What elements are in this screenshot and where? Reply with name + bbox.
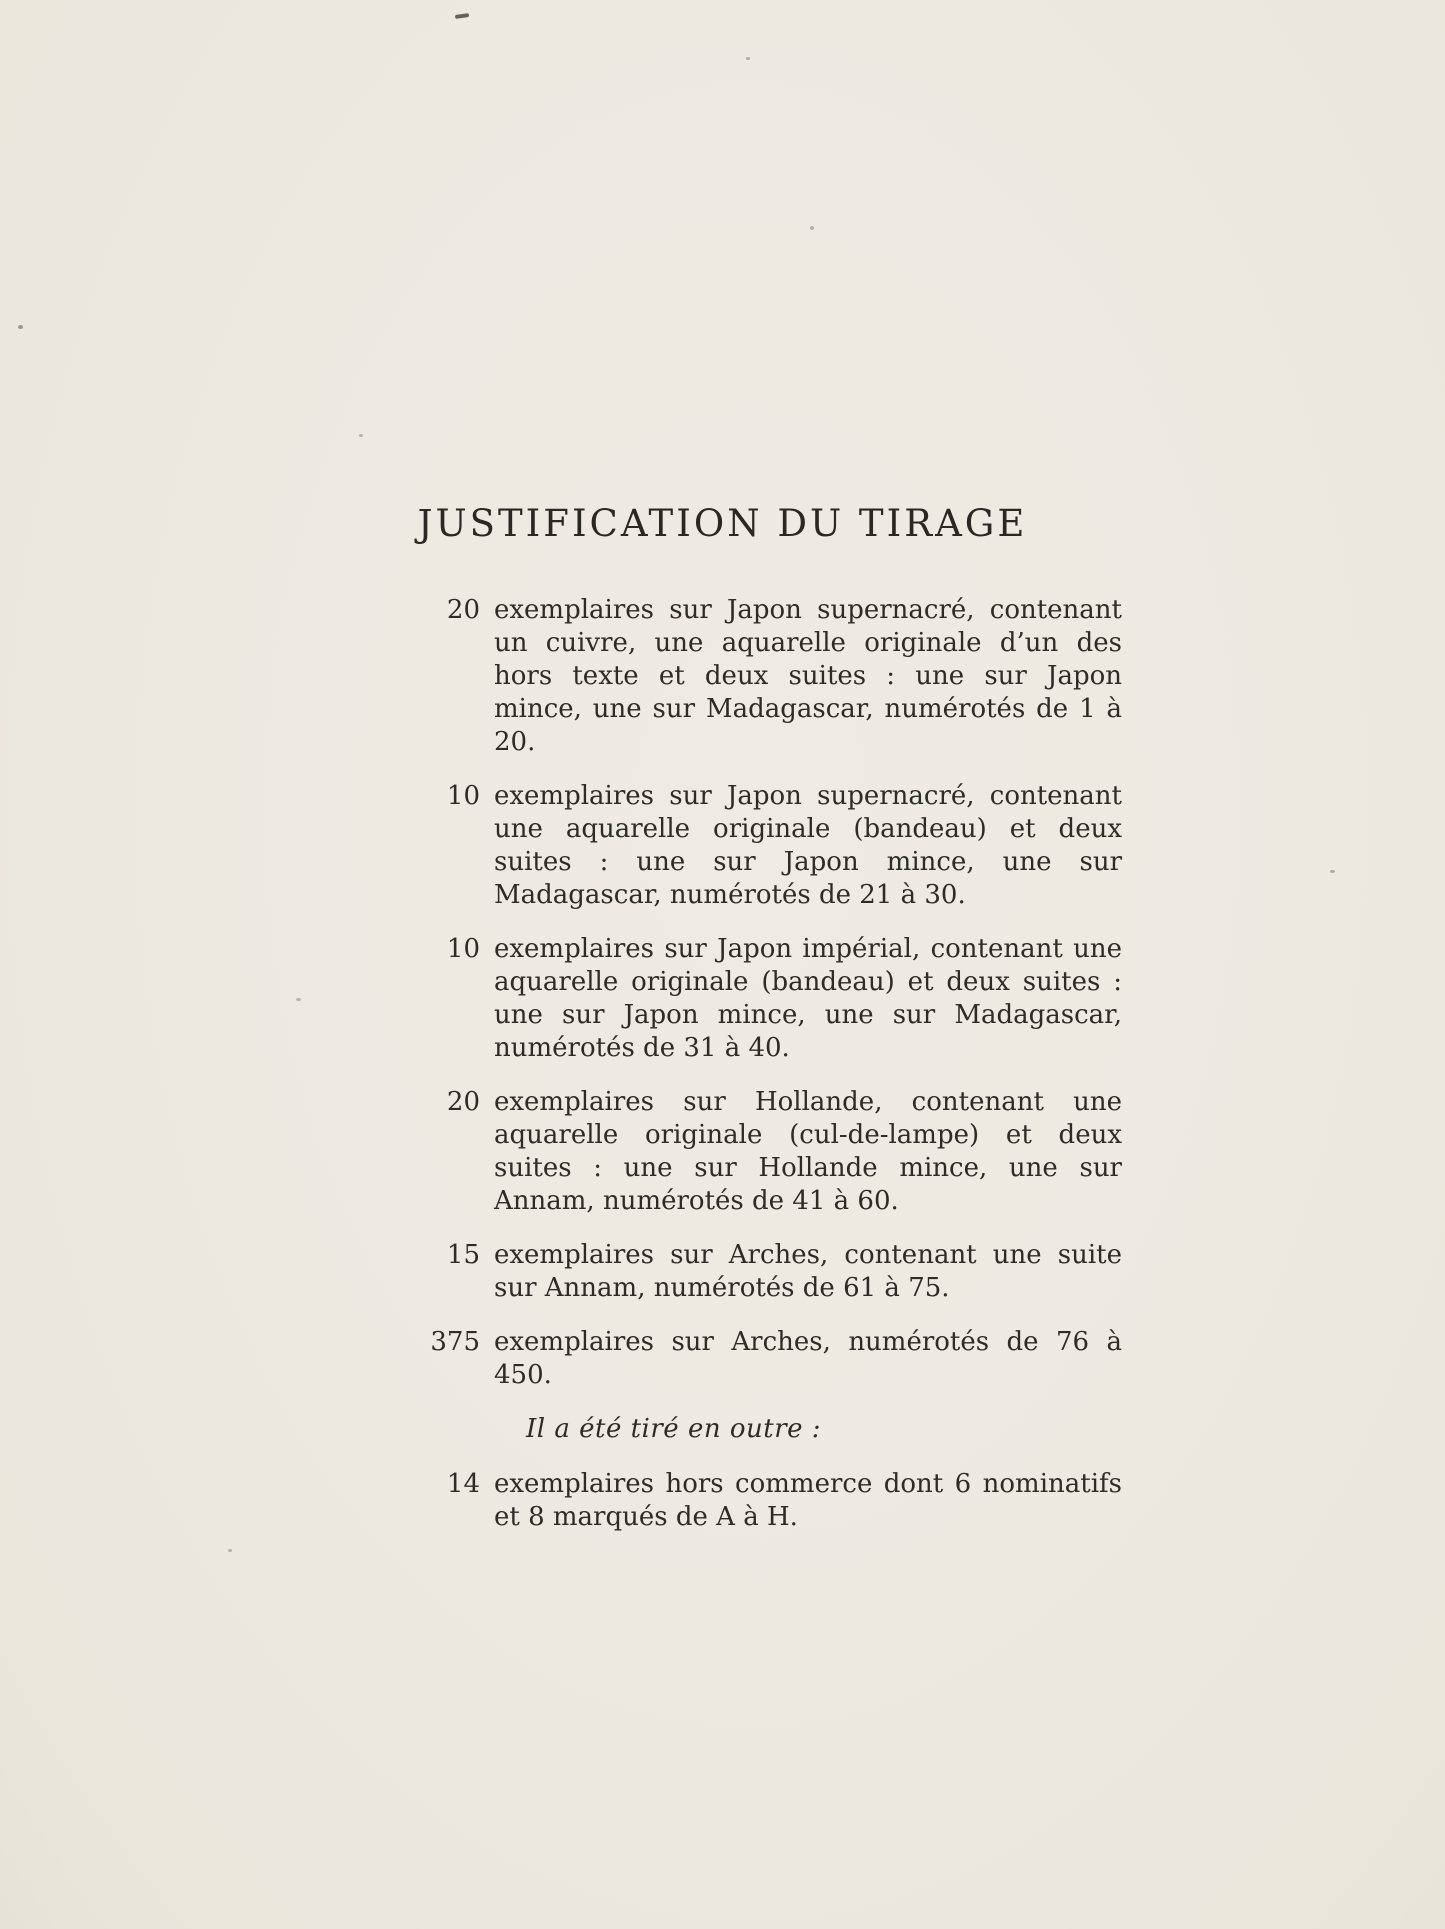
copy-count: 10 (446, 934, 480, 964)
edition-description: exemplaires sur Japon supernacré, contenant une aquarelle originale (bandeau) et deux suites : une sur Japon mince, une sur Madagascar, numérotés de 21 à 30. (494, 781, 1122, 910)
edition-entry (428, 1326, 1122, 1392)
edition-entry (428, 1239, 1122, 1305)
paper-speck (359, 434, 363, 437)
edition-entry (428, 780, 1122, 912)
edition-entry (428, 933, 1122, 1065)
paper-speck (810, 226, 814, 230)
edition-description: exemplaires hors commerce dont 6 nominatifs et 8 marqués de A à H. (494, 1469, 1122, 1532)
interstitial-note: Il a été tiré en outre : (526, 1414, 822, 1444)
colophon-text-block (428, 594, 1122, 1555)
hors-commerce-entry (428, 1468, 1122, 1534)
paper-speck (296, 998, 301, 1001)
copy-count: 14 (446, 1469, 480, 1499)
paper-speck (455, 13, 469, 19)
paper-speck (18, 325, 23, 329)
copy-count: 20 (446, 1087, 480, 1117)
copy-count: 20 (446, 595, 480, 625)
edition-entry (428, 594, 1122, 759)
edition-description: exemplaires sur Japon supernacré, contenant un cuivre, une aquarelle originale d’un des hors texte et deux suites : une sur Japon mince, une sur Madagascar, numérotés de 1 à 20. (494, 595, 1122, 757)
edition-description: exemplaires sur Hollande, contenant une aquarelle originale (cul-de-lampe) et deux suites : une sur Hollande mince, une sur Annam, numérotés de 41 à 60. (494, 1087, 1122, 1216)
page-title: JUSTIFICATION DU TIRAGE (417, 501, 1028, 545)
paper-speck (1330, 870, 1335, 873)
paper-speck (228, 1549, 232, 1552)
copy-count: 15 (446, 1240, 480, 1270)
copy-count: 375 (430, 1327, 480, 1357)
paper-speck (746, 57, 750, 60)
edition-description: exemplaires sur Arches, numérotés de 76 à 450. (494, 1327, 1122, 1390)
copy-count: 10 (446, 781, 480, 811)
edition-description: exemplaires sur Japon impérial, contenant une aquarelle originale (bandeau) et deux suites : une sur Japon mince, une sur Madagascar, numérotés de 31 à 40. (494, 934, 1122, 1063)
edition-entry (428, 1086, 1122, 1218)
edition-description: exemplaires sur Arches, contenant une suite sur Annam, numérotés de 61 à 75. (494, 1240, 1122, 1303)
